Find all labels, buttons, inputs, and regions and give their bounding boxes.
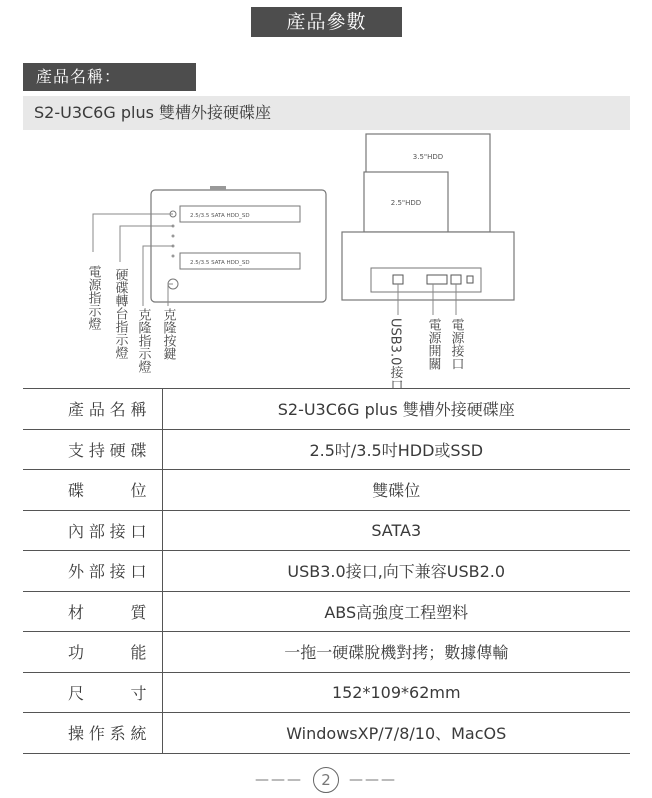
spec-value: S2-U3C6G plus 雙槽外接硬碟座 [162,389,630,430]
table-row [23,632,630,673]
spec-label: 內部接口 [23,510,162,551]
back-view-illustration [342,134,514,315]
page-title: 產品參數 [251,7,402,37]
spec-label: 碟位 [23,470,162,511]
spec-label: 功能 [23,632,162,673]
spec-label: 尺寸 [23,672,162,713]
footer-dash-left: ——— [255,772,303,788]
spec-value: WindowsXP/7/8/10、MacOS [162,713,630,754]
spec-value: 一拖一硬碟脫機對拷；數據傳輸 [162,632,630,673]
table-row [23,713,630,754]
spec-label: 外部接口 [23,551,162,592]
table-row [23,551,630,592]
spec-value: USB3.0接口,向下兼容USB2.0 [162,551,630,592]
front-view-illustration [93,186,326,306]
table-row [23,429,630,470]
diagram-svg [23,130,630,388]
spec-label: 產品名稱 [23,389,162,430]
table-row [23,510,630,551]
slot-label-bottom: 2.5/3.5 SATA HDD_SD [190,260,250,266]
product-diagram [23,130,630,388]
page-footer [0,765,652,795]
label-power-indicator: 電源指示燈 [85,265,101,330]
label-clone-button: 克隆按鍵 [160,308,176,360]
footer-dash-right: ——— [349,772,397,788]
spec-value: ABS高強度工程塑料 [162,591,630,632]
spec-label: 材質 [23,591,162,632]
spec-value: 雙碟位 [162,470,630,511]
table-row [23,389,630,430]
table-row [23,591,630,632]
product-title: S2-U3C6G plus 雙槽外接硬碟座 [23,96,630,130]
spec-table [23,388,630,754]
section-title: 產品名稱： [23,63,196,91]
label-power-switch: 電源開關 [425,318,441,370]
spec-label: 操作系統 [23,713,162,754]
hdd-25-label: 2.5"HDD [390,199,422,207]
page-number: 2 [313,767,339,793]
hdd-35-label: 3.5"HDD [412,153,444,161]
spec-value: 152*109*62mm [162,672,630,713]
spec-value: 2.5吋/3.5吋HDD或SSD [162,429,630,470]
table-row [23,470,630,511]
label-usb3-port: USB3.0接口 [387,318,403,388]
table-row [23,672,630,713]
spec-value: SATA3 [162,510,630,551]
label-power-port: 電源接口 [448,318,464,370]
label-disk-indicator: 硬碟轉台指示燈 [112,268,128,359]
spec-label: 支持硬碟 [23,429,162,470]
slot-label-top: 2.5/3.5 SATA HDD_SD [190,213,250,219]
label-clone-indicator: 克隆指示燈 [135,308,151,373]
